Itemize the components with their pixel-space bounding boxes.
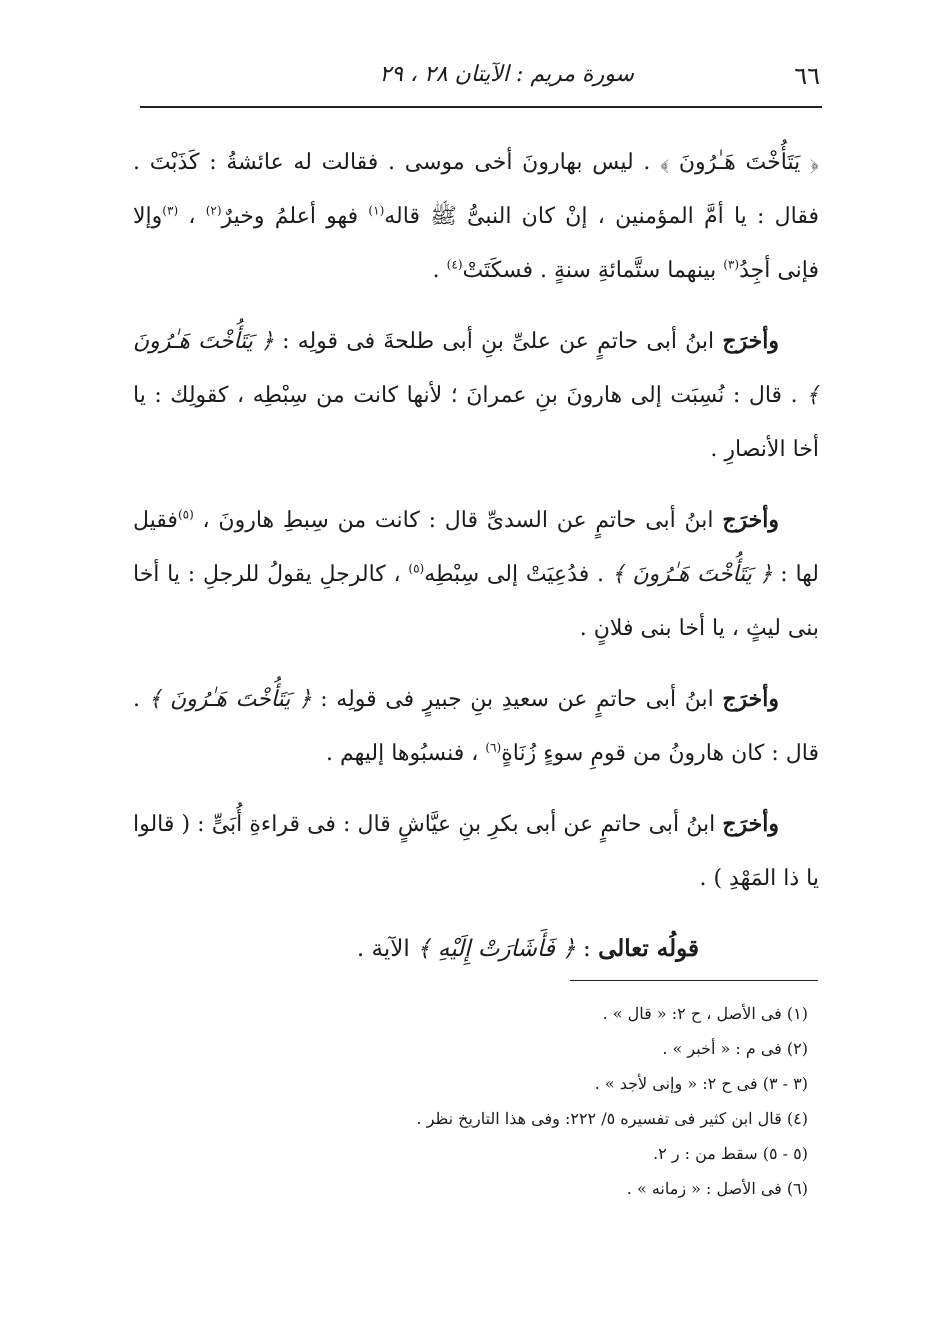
footnote-ref: (٥) — [408, 561, 425, 576]
text-span: ابنُ أبى حاتمٍ عن أبى بكرِ بنِ عيَّاشٍ قال : فى قراءةِ أُبَىٍّ : ( قالوا يا ذا المَهْدِ ) . — [133, 812, 819, 891]
paragraph-4 — [133, 672, 819, 781]
text-span: ، — [178, 204, 206, 229]
quran-quote: ﴿ فَأَشَارَتْ إِلَيْهِ ﴾ — [417, 936, 576, 962]
footnote-ref: (١) — [368, 203, 385, 218]
keyword: وأخرَج — [722, 811, 779, 837]
text-span: ، فنسبُوها إليهم . — [326, 741, 486, 766]
keyword: وأخرَج — [722, 507, 779, 533]
running-title: سورة مريم : الآيتان ٢٨ ، ٢٩ — [379, 62, 634, 87]
text-span: الآية . — [356, 936, 418, 962]
footnote-4: (٤) قال ابن كثير فى تفسيره ٥/ ٢٢٢: وفى هذا التاريخ نظر . — [416, 1109, 808, 1128]
header-divider — [140, 106, 822, 108]
text-span: ابنُ أبى حاتمٍ عن سعيدِ بنِ جبيرٍ فى قولِه : — [311, 687, 723, 712]
text-span: ﴿ يَتَأُخْتَ هَـٰرُونَ ﴾ . ليس بهارونَ أخى موسى . فقالت له عائشةُ : كَذَبْتَ . فقال : يا أمَّ المؤمنين ، إنْ كان النبىُّ ﷺ قاله — [133, 150, 820, 229]
text-span: . فدُعِيَتْ إلى سِبْطِه — [424, 562, 612, 587]
footnote-2: (٢) فى م : « أخبر » . — [662, 1039, 808, 1058]
footnote-6: (٦) فى الأصل : « زمانه » . — [626, 1179, 808, 1198]
text-span: وإلا فإنى أجِدُ — [133, 204, 819, 283]
footnote-ref: (٦) — [485, 740, 502, 755]
footnote-ref: (٥) — [177, 507, 194, 522]
footnotes — [300, 996, 808, 1206]
text-span: . — [432, 258, 447, 283]
footnote-3: (٣ - ٣) فى ح ٢: « وإنى لأجد » . — [594, 1074, 808, 1093]
text-span: ، كالرجلِ يقولُ للرجلِ : يا أخا بنى ليثٍ ، يا أخا بنى فلانٍ . — [133, 562, 819, 641]
text-span: فهو أعلمُ وخيرٌ — [221, 204, 369, 229]
keyword: وأخرَج — [722, 328, 779, 354]
paragraph-1 — [133, 136, 819, 298]
text-span: . قال : كان هارونُ من قومِ سوءٍ زُنَاةٍ — [133, 687, 819, 766]
paragraph-6 — [133, 922, 819, 976]
main-text — [133, 136, 819, 992]
paragraph-3 — [133, 493, 819, 656]
quran-quote: ﴿ يَتَأُخْتَ هَـٰرُونَ ﴾ — [133, 329, 819, 408]
quran-quote: ﴿ يَتَأُخْتَ هَـٰرُونَ ﴾ — [611, 562, 773, 587]
footnote-ref: (٢) — [205, 203, 222, 218]
paragraph-2 — [133, 314, 819, 477]
footnote-ref: (٣) — [162, 203, 179, 218]
page-number: ٦٦ — [794, 62, 820, 90]
footnote-5: (٥ - ٥) سقط من : ر ٢. — [653, 1144, 808, 1163]
text-span: فقيل لها : — [133, 508, 819, 587]
footnote-1: (١) فى الأصل ، ح ٢: « قال » . — [602, 1004, 808, 1023]
text-span: بينهما ستَّمائةِ سنةٍ . فسكَتَتْ — [462, 258, 724, 283]
page-header — [140, 56, 820, 100]
quran-quote: ﴿ يَتَأُخْتَ هَـٰرُونَ ﴾ — [148, 687, 312, 712]
text-span: : — [575, 936, 599, 962]
footnote-ref: (٤) — [446, 257, 463, 272]
paragraph-5 — [133, 797, 819, 906]
footnote-divider — [570, 980, 818, 981]
keyword: قولُه تعالى — [598, 935, 699, 962]
text-span: ابنُ أبى حاتمٍ عن السدىِّ قال : كانت من سِبطِ هارونَ ، — [193, 508, 723, 533]
keyword: وأخرَج — [722, 686, 779, 712]
text-span: ابنُ أبى حاتمٍ عن علىِّ بنِ أبى طلحةَ فى قولِه : — [273, 329, 723, 354]
footnote-ref: (٣) — [723, 257, 740, 272]
text-span: . قال : نُسِبَت إلى هارونَ بنِ عمرانَ ؛ لأنها كانت من سِبْطِه ، كقولِك : يا أخا الأنصارِ . — [133, 383, 819, 462]
